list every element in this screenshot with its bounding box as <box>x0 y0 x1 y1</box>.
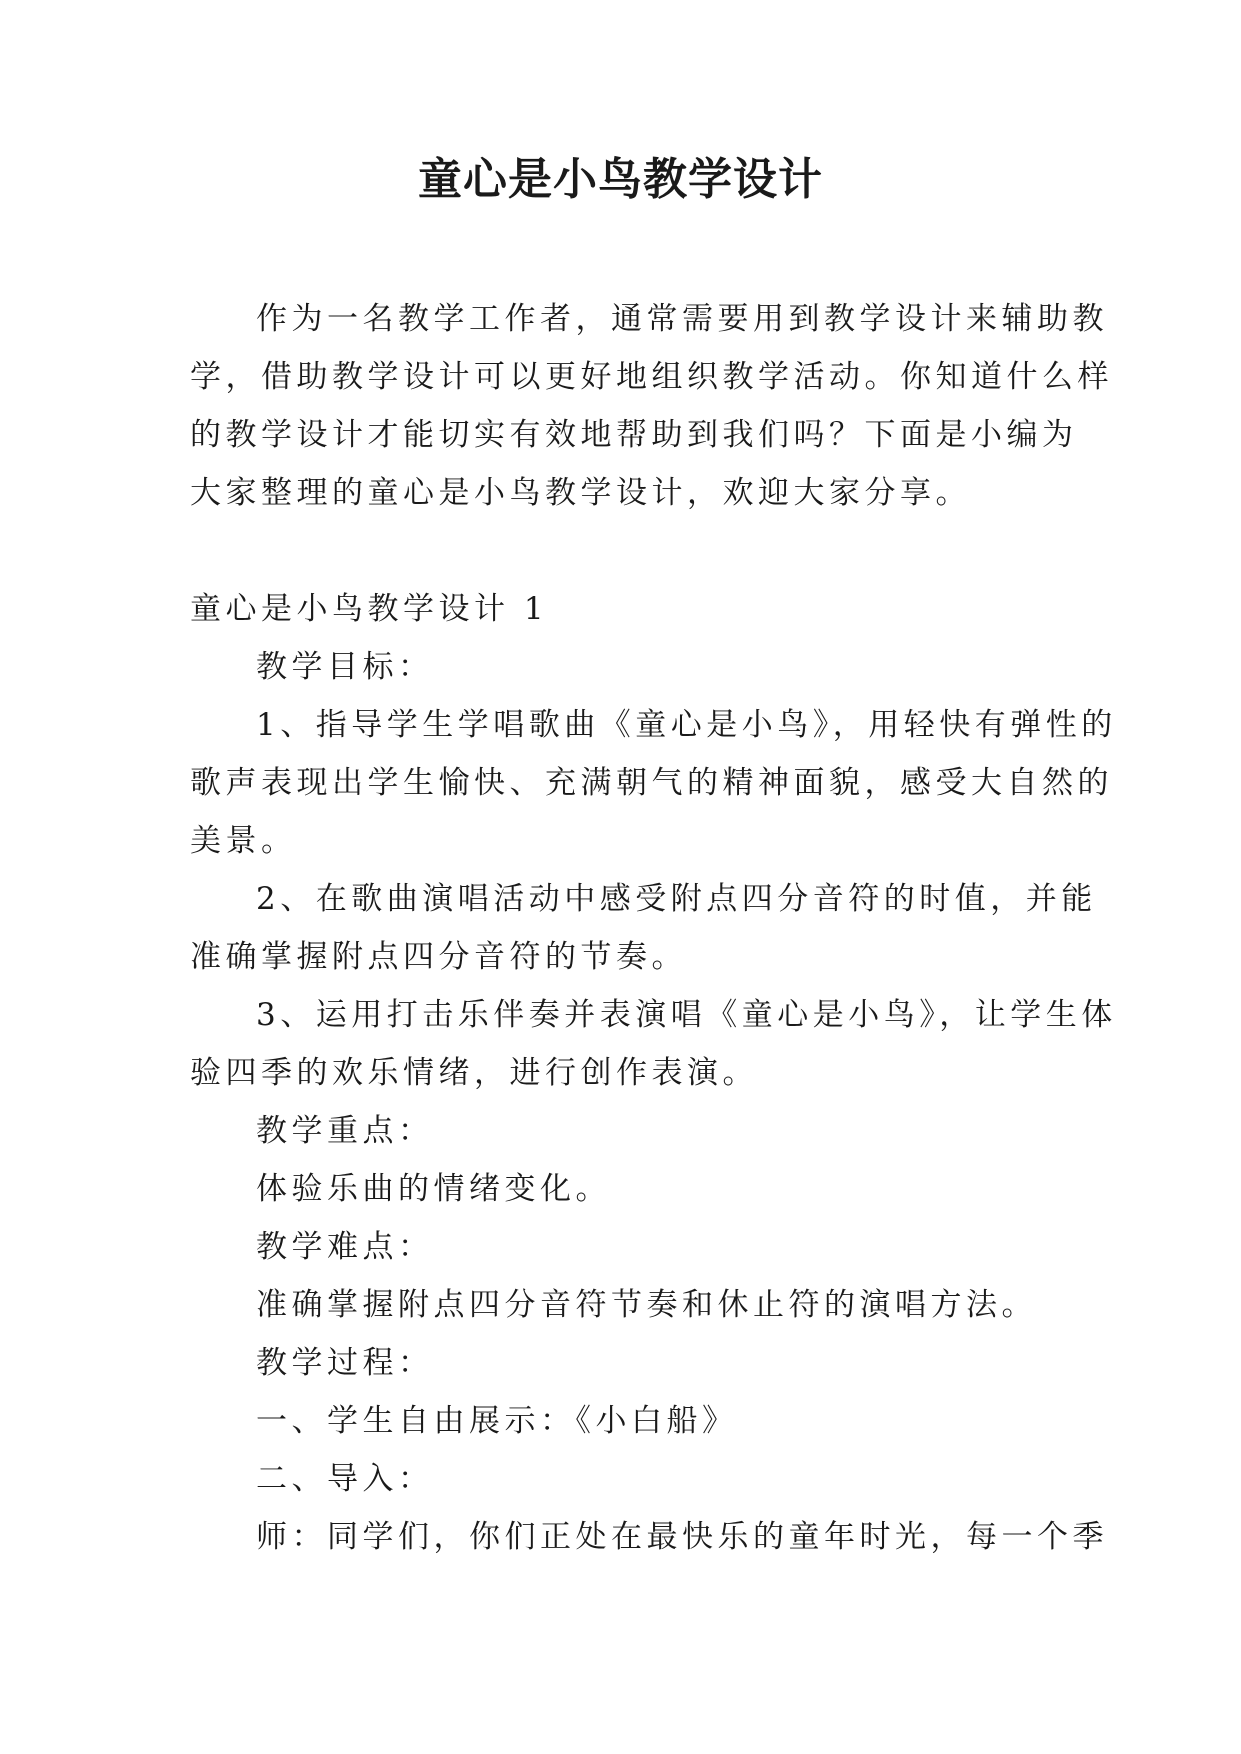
intro-line: 的教学设计才能切实有效地帮助到我们吗？下面是小编为 <box>190 417 1078 453</box>
intro-line: 作为一名教学工作者，通常需要用到教学设计来辅助教 <box>256 301 1108 337</box>
section-content <box>190 638 1117 1566</box>
paragraph-line: 体验乐曲的情绪变化。 <box>256 1171 611 1207</box>
intro-line: 大家整理的童心是小鸟教学设计，欢迎大家分享。 <box>190 475 971 511</box>
section-heading: 童心是小鸟教学设计 1 <box>190 591 549 627</box>
paragraph-line: 教学过程： <box>256 1345 434 1381</box>
intro-line: 学，借助教学设计可以更好地组织教学活动。你知道什么样 <box>190 359 1113 395</box>
document-title: 童心是小鸟教学设计 <box>418 154 823 205</box>
paragraph-line: 教学重点： <box>256 1113 434 1149</box>
paragraph-line: 1、指导学生学唱歌曲《童心是小鸟》，用轻快有弹性的 <box>256 707 1117 743</box>
paragraph-line: 3、运用打击乐伴奏并表演唱《童心是小鸟》，让学生体 <box>256 997 1117 1033</box>
paragraph-line: 一、学生自由展示：《小白船》 <box>256 1403 738 1439</box>
paragraph-line: 教学目标： <box>256 649 434 685</box>
paragraph-line: 二、导入： <box>256 1461 434 1497</box>
intro-paragraph <box>190 290 1113 522</box>
paragraph-line: 教学难点： <box>256 1229 434 1265</box>
paragraph-line: 2、在歌曲演唱活动中感受附点四分音符的时值，并能 <box>256 881 1097 917</box>
paragraph-line: 歌声表现出学生愉快、充满朝气的精神面貌，感受大自然的 <box>190 765 1113 801</box>
paragraph-line: 准确掌握附点四分音符的节奏。 <box>190 939 687 975</box>
paragraph-line: 验四季的欢乐情绪，进行创作表演。 <box>190 1055 758 1091</box>
paragraph-line: 美景。 <box>190 823 297 859</box>
paragraph-line: 师：同学们，你们正处在最快乐的童年时光，每一个季 <box>256 1519 1108 1555</box>
paragraph-line: 准确掌握附点四分音符节奏和休止符的演唱方法。 <box>256 1287 1037 1323</box>
document-body <box>190 290 1117 1566</box>
